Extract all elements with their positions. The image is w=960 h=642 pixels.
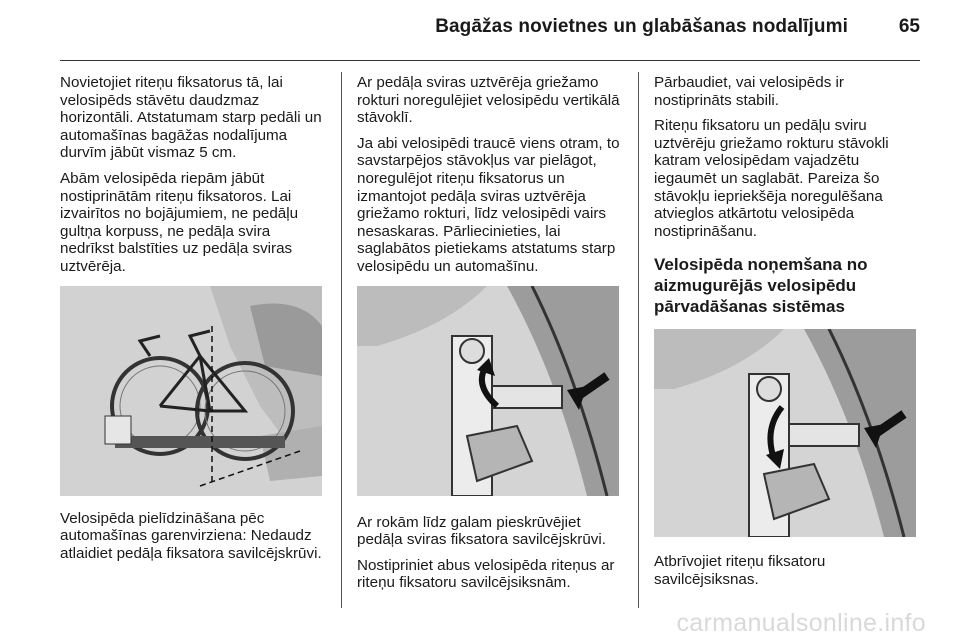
column-1	[60, 74, 326, 570]
column-2	[357, 74, 625, 600]
figure-pedal-clamp	[357, 286, 619, 496]
page-title: Bagāžas novietnes un glabāšanas nodalījumi	[435, 16, 848, 37]
figure-strap-release	[654, 329, 916, 537]
paragraph: Ja abi velosipēdi traucē viens otram, to savstarpējos stāvokļus var pielāgot, noregulējot riteņu fiksatorus un izmantojot pedāļa sviras uztvērēja griežamo rokturi, līdz velosipēdi vairs nesaskaras. Pārliecinieties, lai saglabātos pietiekams atstatums starp velosipēdu un automašīnu.	[357, 134, 620, 275]
column-3	[654, 74, 922, 597]
figure-bike-carrier	[60, 286, 322, 496]
section-heading: Velosipēda noņemšana no aizmugurējās velosipēdu pārvadāšanas sistēmas	[654, 255, 868, 317]
paragraph: Riteņu fiksatoru un pedāļu sviru uztvērēju griežamo rokturu stāvokli katram velosipēdam vajadzētu iegaumēt un saglabāt. Pareiza šo stāvokļu iepriekšēja noregulēšana atvieglos atkārtotu velosipēda nostiprināšanu.	[654, 117, 889, 240]
pedal-clamp-illustration	[357, 286, 619, 496]
strap-release-illustration	[654, 329, 916, 537]
paragraph: Pārbaudiet, vai velosipēds ir nostiprināts stabili.	[654, 74, 844, 109]
paragraph: Ar rokām līdz galam pieskrūvējiet pedāļa sviras fiksatora savilcējskrūvi.	[357, 513, 606, 549]
column-divider-2	[638, 72, 639, 608]
page-number: 65	[898, 16, 920, 37]
column-divider-1	[341, 72, 342, 608]
header-rule	[60, 60, 920, 61]
page-header	[0, 0, 960, 62]
figure-caption: Atbrīvojiet riteņu fiksatoru savilcējsiksnas.	[654, 553, 826, 588]
paragraph: Abām velosipēda riepām jābūt nostiprinātām riteņu fiksatoros. Lai izvairītos no bojājumiem, ne pedāļu gultņa korpuss, ne pedāļa svira nedrīkst balstīties uz pedāļa sviras uztvērēja.	[60, 169, 299, 275]
bike-carrier-illustration	[60, 286, 322, 496]
paragraph: Nostipriniet abus velosipēda riteņus ar riteņu fiksatoru savilcējsiksnām.	[357, 556, 615, 592]
figure-caption: Velosipēda pielīdzināšana pēc automašīnas garenvirziena: Nedaudz atlaidiet pedāļa fiksatora savilcējskrūvi.	[60, 509, 322, 562]
watermark: carmanualsonline.info	[676, 609, 926, 637]
paragraph: Ar pedāļa sviras uztvērēja griežamo rokturi noregulējiet velosipēdu vertikālā stāvoklī.	[357, 74, 620, 127]
paragraph: Novietojiet riteņu fiksatorus tā, lai velosipēds stāvētu daudzmaz horizontāli. Atstatumam starp pedāli un automašīnas bagāžas nodalījuma durvīm jābūt vismaz 5 cm.	[60, 74, 322, 162]
